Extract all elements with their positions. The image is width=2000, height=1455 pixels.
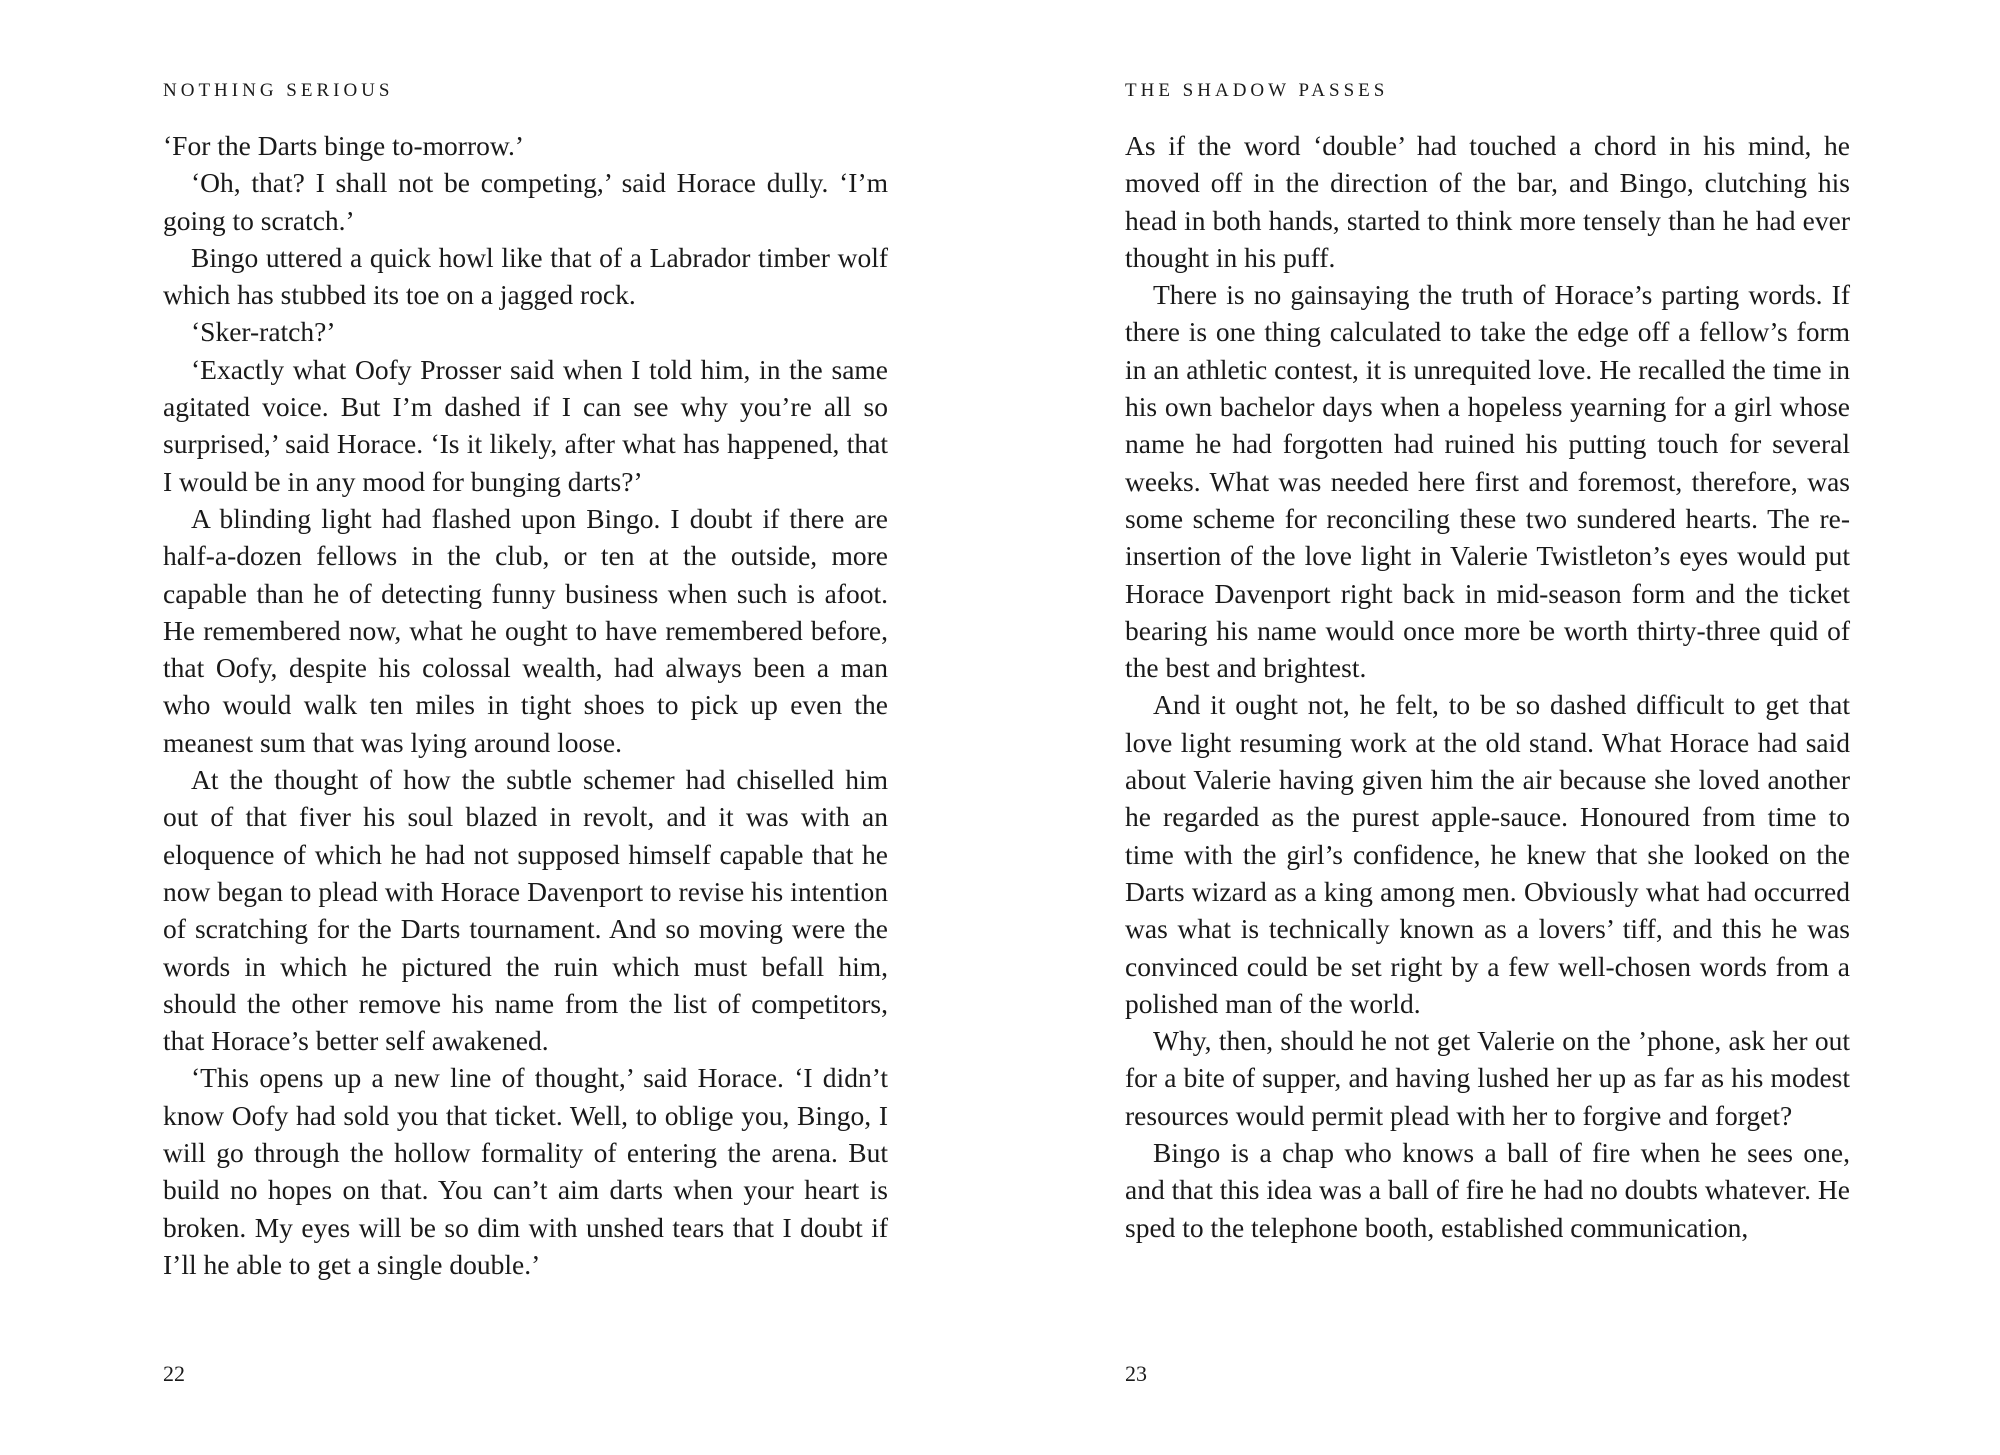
page-number: 22	[163, 1361, 185, 1386]
paragraph: As if the word ‘double’ had touched a chord in his mind, he moved off in the direction of the bar, and Bingo, clutching his head in both hands, started to think more tensely than he had ever thought in his puff.	[1125, 130, 1850, 273]
right-page	[1125, 0, 1850, 1455]
paragraph: ‘For the Darts binge to-morrow.’	[163, 130, 524, 161]
paragraph: ‘Sker-ratch?’	[191, 316, 336, 348]
paragraph: ‘This opens up a new line of thought,’ said Horace. ‘I didn’t know Oofy had sold you that ticket. Well, to oblige you, Bingo, I will go through the hollow formality of entering the arena. But build no hopes on that. You can’t aim darts when your heart is broken. My eyes will be so dim with unshed tears that I doubt if I’ll he able to get a single double.’	[163, 1062, 888, 1280]
paragraph: ‘Exactly what Oofy Prosser said when I told him, in the same agitated voice. But I’m dashed if I can see why you’re all so surprised,’ said Horace. ‘Is it likely, after what has happened, that I would be in any mood for bunging darts?’	[163, 353, 888, 497]
paragraph: Bingo uttered a quick howl like that of a Labrador timber wolf which has stubbed its toe on a jagged rock.	[163, 241, 888, 311]
page-number: 23	[1125, 1361, 1147, 1386]
paragraph: Bingo is a chap who knows a ball of fire when he sees one, and that this idea was a ball of fire he had no doubts whatever. He sped to the telephone booth, established communication,	[1125, 1137, 1850, 1243]
paragraph: At the thought of how the subtle schemer had chiselled him out of that fiver his soul blazed in revolt, and it was with an eloquence of which he had not supposed himself capable that he now began to plead with Horace Davenport to revise his intention of scratching for the Darts tournament. And so moving were the words in which he pictured the ruin which must befall him, should the other remove his name from the list of competitors, that Horace’s better self awakened.	[163, 764, 888, 1057]
paragraph: Why, then, should he not get Valerie on the ’phone, ask her out for a bite of supper, and having lushed her up as far as his modest resources would permit plead with her to forgive and forget?	[1125, 1025, 1850, 1131]
body-text	[163, 127, 888, 1283]
body-text	[1125, 127, 1850, 1246]
paragraph: There is no gainsaying the truth of Horace’s parting words. If there is one thing calculated to take the edge off a fellow’s form in an athletic contest, it is unrequited love. He recalled the time in his own bachelor days when a hopeless yearning for a girl whose name he had forgotten had ruined his putting touch for several weeks. What was needed here first and foremost, therefore, was some scheme for reconciling these two sundered hearts. The re-insertion of the love light in Valerie Twistleton’s eyes would put Horace Davenport right back in mid-season form and the ticket bearing his name would once more be worth thirty-three quid of the best and brightest.	[1125, 279, 1850, 684]
running-head: NOTHING SERIOUS	[163, 80, 394, 101]
paragraph: And it ought not, he felt, to be so dashed difficult to get that love light resuming work at the old stand. What Horace had said about Valerie having given him the air because she loved another he regarded as the purest apple-sauce. Honoured from time to time with the girl’s confidence, he knew that she looked on the Darts wizard as a king among men. Obviously what had occurred was what is technically known as a lovers’ tiff, and this he was convinced could be set right by a few well-chosen words from a polished man of the world.	[1125, 689, 1850, 1019]
paragraph: A blinding light had flashed upon Bingo. I doubt if there are half-a-dozen fellows in the club, or ten at the outside, more capable than he of detecting funny business when such is afoot. He remembered now, what he ought to have remembered before, that Oofy, despite his colossal wealth, had always been a man who would walk ten miles in tight shoes to pick up even the meanest sum that was lying around loose.	[163, 502, 888, 758]
paragraph: ‘Oh, that? I shall not be competing,’ said Horace dully. ‘I’m going to scratch.’	[163, 167, 888, 236]
running-head: THE SHADOW PASSES	[1125, 80, 1389, 101]
left-page	[163, 0, 888, 1455]
